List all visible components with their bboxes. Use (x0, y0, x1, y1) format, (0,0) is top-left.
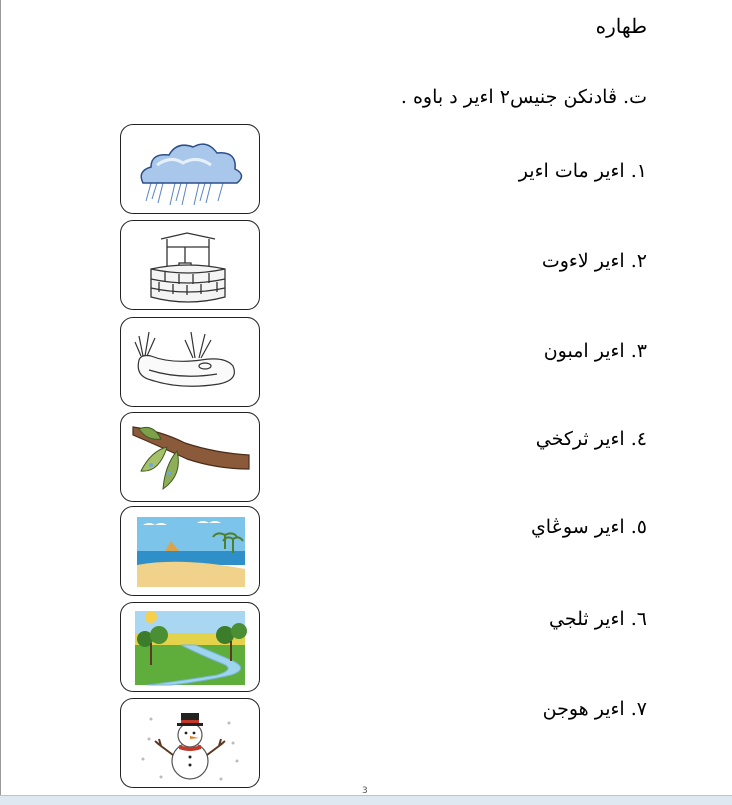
list-item-6: ٦. اءير ثلجي (548, 608, 647, 630)
picture-box-5 (120, 506, 260, 596)
picture-box-6 (120, 602, 260, 692)
list-item-4: ٤. اءير ثرکخي (535, 428, 647, 450)
list-item-3: ٣. اءير امبون (543, 340, 647, 362)
instruction-text: ت. ڤادنکن جنيس٢ اءير د باوه . (400, 86, 647, 108)
water-well-icon (121, 221, 259, 309)
list-item-7: ٧. اءير هوجن (542, 698, 647, 720)
snowman-icon (121, 699, 259, 787)
pond-icon (121, 318, 259, 406)
rain-cloud-icon (121, 125, 259, 213)
picture-box-4 (120, 412, 260, 502)
beach-icon (121, 507, 259, 595)
list-item-1: ١. اءير مات اءير (518, 160, 647, 182)
list-item-2: ٢. اءير لاءوت (541, 250, 647, 272)
list-item-5: ٥. اءير سوڠاي (530, 516, 647, 538)
picture-box-2 (120, 220, 260, 310)
picture-box-7 (120, 698, 260, 788)
page-number: 3 (362, 786, 368, 796)
river-landscape-icon (121, 603, 259, 691)
picture-box-1 (120, 124, 260, 214)
picture-box-3 (120, 317, 260, 407)
branch-leaves-icon (121, 413, 259, 501)
page-title: طهاره (595, 14, 647, 38)
